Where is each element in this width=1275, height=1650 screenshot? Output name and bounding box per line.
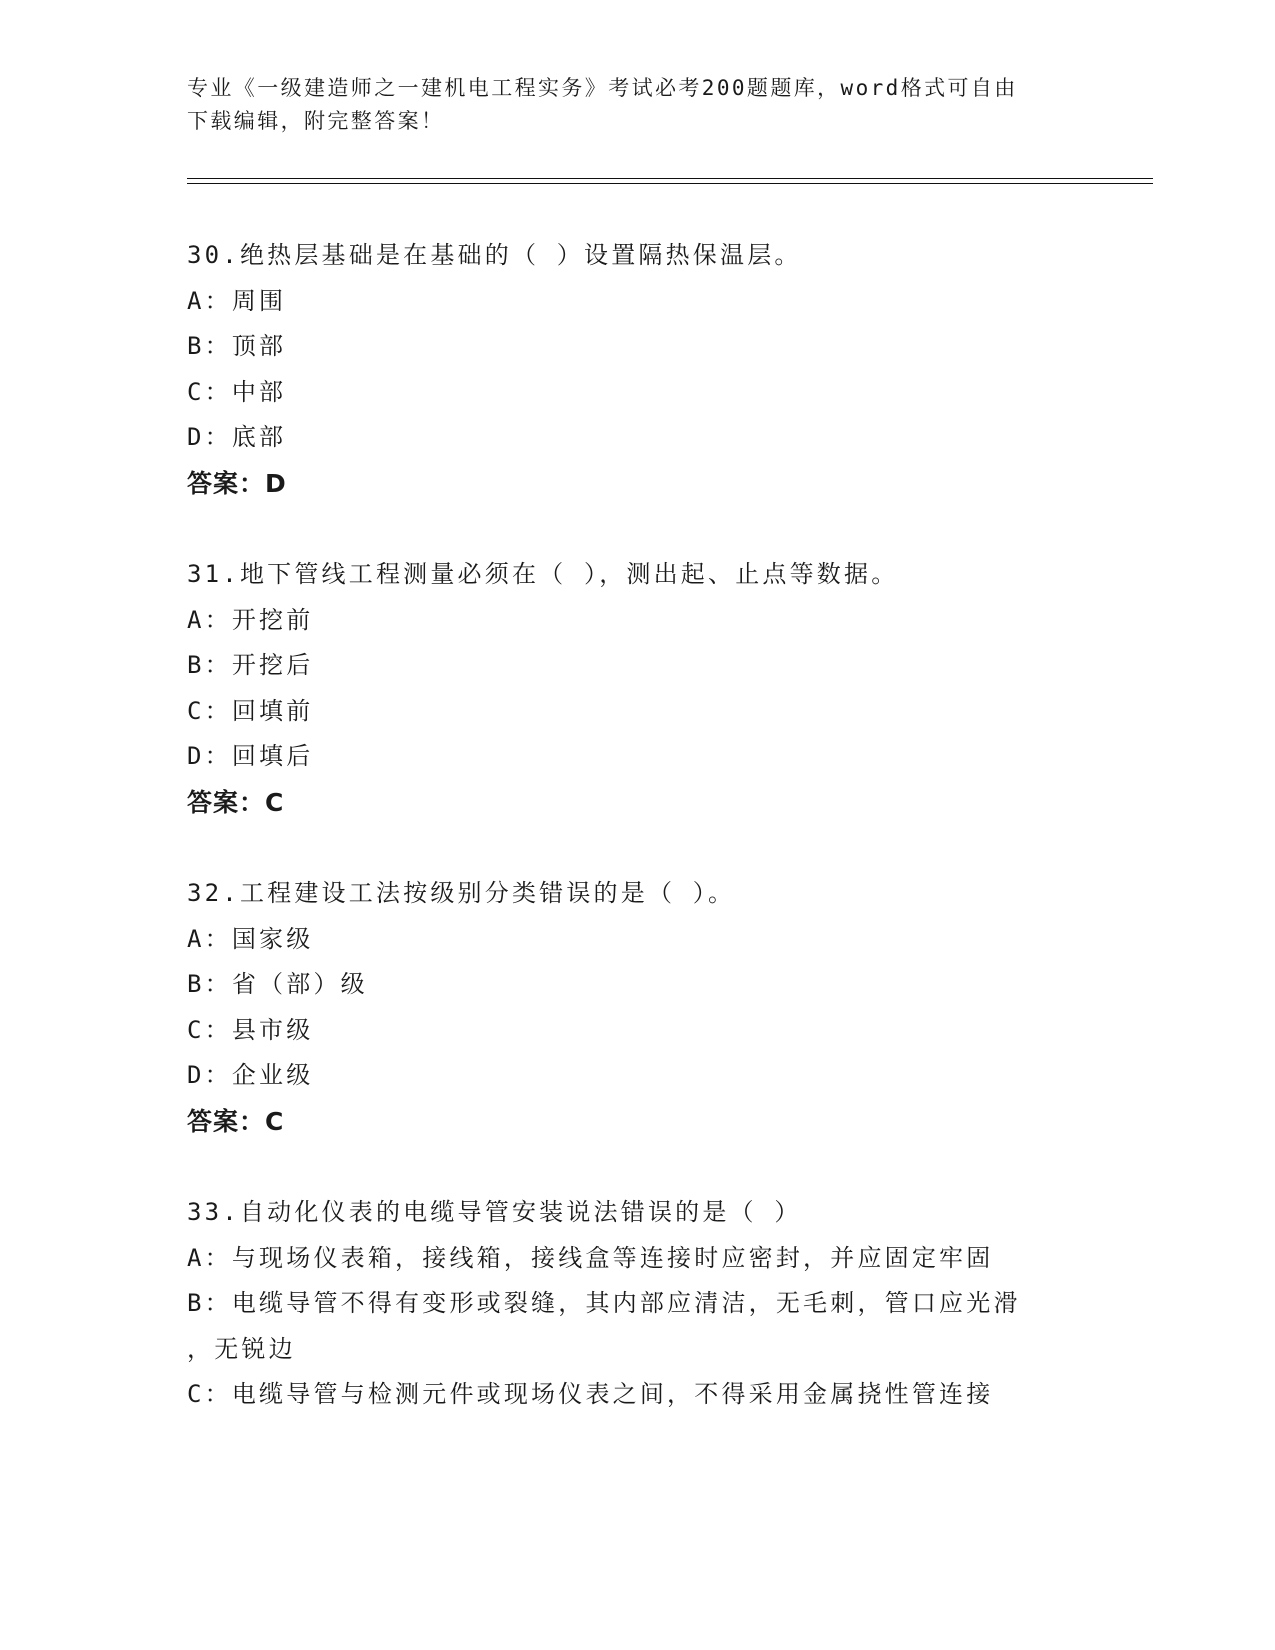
option-c: C：中部	[187, 377, 287, 406]
document-header	[187, 72, 1067, 138]
question-31	[187, 552, 1087, 825]
header-line-2: 下载编辑，附完整答案！	[187, 109, 445, 133]
option-a: A：开挖前	[187, 605, 314, 634]
answer-label: 答案：D	[187, 468, 287, 498]
option-b: B：开挖后	[187, 651, 314, 679]
option-a: A：与现场仪表箱，接线箱，接线盒等连接时应密封，并应固定牢固	[187, 1243, 994, 1272]
answer-label: 答案：C	[187, 787, 285, 817]
option-d: D：回填后	[187, 742, 314, 770]
question-33	[187, 1190, 1087, 1418]
option-b-continued: ，无锐边	[187, 1334, 296, 1363]
header-line-1: 专业《一级建造师之一建机电工程实务》考试必考200题题库，word格式可自由	[187, 76, 1018, 100]
question-30	[187, 233, 1087, 506]
option-a: A：国家级	[187, 924, 314, 953]
header-divider-bottom	[187, 183, 1153, 184]
option-a: A：周围	[187, 286, 287, 315]
option-c: C：县市级	[187, 1015, 314, 1044]
option-d: D：底部	[187, 423, 287, 451]
question-stem: 32.工程建设工法按级别分类错误的是（ ）。	[187, 879, 736, 907]
question-32	[187, 871, 1087, 1144]
question-stem: 31.地下管线工程测量必须在（ ），测出起、止点等数据。	[187, 560, 899, 588]
header-divider-top	[187, 178, 1153, 179]
question-stem: 30.绝热层基础是在基础的（ ）设置隔热保温层。	[187, 241, 802, 269]
question-stem: 33.自动化仪表的电缆导管安装说法错误的是（ ）	[187, 1198, 802, 1226]
option-b: B：顶部	[187, 332, 287, 360]
option-d: D：企业级	[187, 1061, 314, 1089]
answer-label: 答案：C	[187, 1106, 285, 1136]
option-c: C：电缆导管与检测元件或现场仪表之间，不得采用金属挠性管连接	[187, 1380, 994, 1408]
option-b: B：电缆导管不得有变形或裂缝，其内部应清洁，无毛刺，管口应光滑	[187, 1289, 1021, 1317]
option-c: C：回填前	[187, 696, 314, 725]
option-b: B：省（部）级	[187, 970, 368, 998]
